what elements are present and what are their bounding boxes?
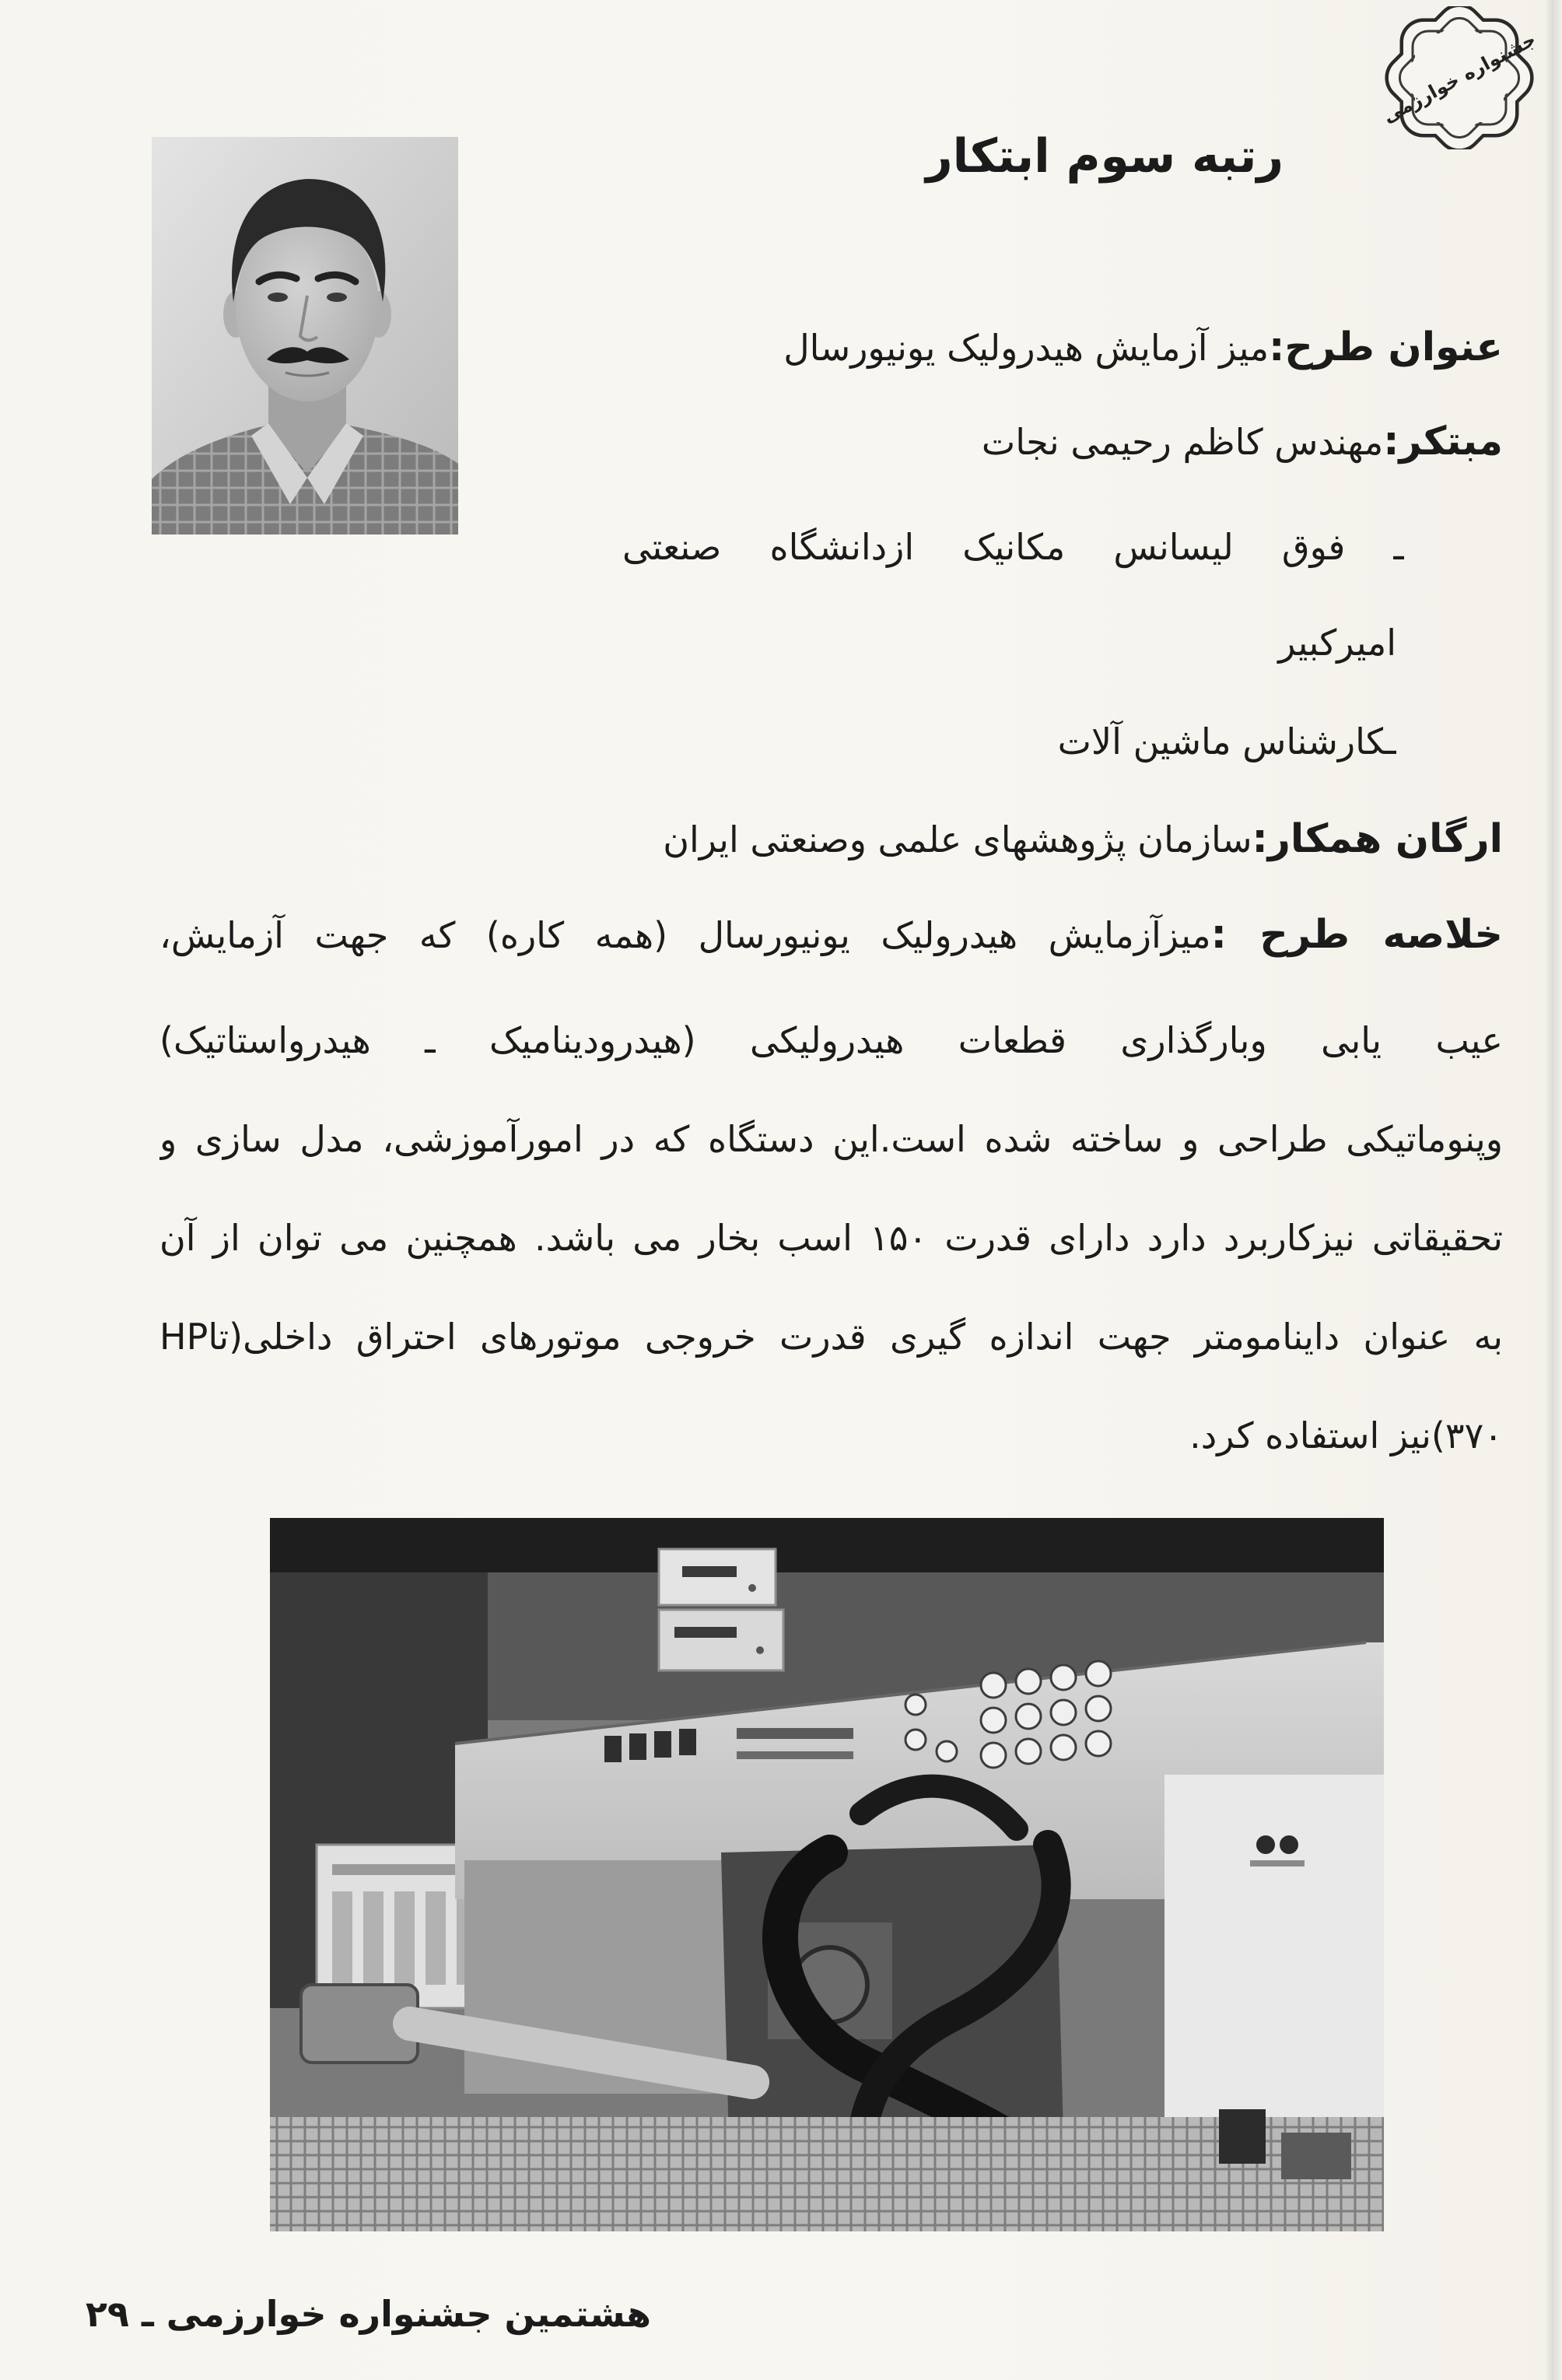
summary-line-1 (159, 906, 1503, 962)
project-title-line (492, 319, 1503, 375)
summary-text-1: میزآزمایش هیدرولیک یونیورسال (همه کاره) که جهت آزمایش، (159, 914, 1211, 956)
instrument-box-lower (659, 1610, 783, 1670)
credential-university: امیرکبیر (1278, 622, 1396, 664)
page-footer: هشتمین جشنواره خوارزمی ـ ۲۹ (85, 2293, 651, 2335)
summary-line-6: ۳۷۰)نیز استفاده کرد. (1189, 1414, 1503, 1456)
logo-calligraphy: جشنواره خوارزمی (1378, 28, 1540, 128)
summary-line-5: به عنوان داینامومتر جهت اندازه گیری قدرت خروجی موتورهای احتراق داخلی(تاHP (159, 1316, 1503, 1358)
festival-logo (1371, 6, 1548, 149)
project-title-value: میز آزمایش هیدرولیک یونیورسال (783, 327, 1270, 369)
machine-photo (270, 1518, 1384, 2231)
photo-ceiling-dark (270, 1518, 1384, 1572)
page-title: رتبه سوم ابتکار (926, 129, 1284, 184)
partner-label: ارگان همکار: (1252, 815, 1503, 861)
portrait-photo (152, 137, 458, 535)
summary-line-3: وپنوماتیکی طراحی و ساخته شده است.این دستگاه که در امورآموزشی، مدل سازی و (159, 1118, 1503, 1160)
summary-line-2: عیب یابی وبارگذاری قطعات هیدرولیکی (هیدرودینامیک ـ هیدرواستاتیک) (159, 1019, 1503, 1061)
portrait-eye-right (327, 293, 347, 302)
project-title-label: عنوان طرح: (1269, 324, 1503, 370)
summary-line-4: تحقیقاتی نیزکاربرد دارد دارای قدرت ۱۵۰ اسب بخار می باشد. همچنین می توان از آن (159, 1217, 1503, 1259)
summary-label: خلاصه طرح : (1210, 911, 1503, 957)
portrait-eye-left (268, 293, 288, 302)
credential-degree: ـ فوق لیسانس مکانیک ازدانشگاه صنعتی (622, 526, 1404, 568)
inventor-label: مبتکر: (1383, 418, 1503, 464)
floor-grating (270, 2117, 1384, 2231)
instrument-box-upper (659, 1549, 776, 1605)
inventor-line (492, 413, 1503, 469)
credential-expertise: ـکارشناس ماشین آلات (1057, 720, 1396, 762)
page-edge-shadow (1545, 0, 1562, 2380)
partner-line (180, 811, 1503, 867)
partner-value: سازمان پژوهشهای علمی وصنعتی ایران (663, 818, 1252, 861)
inventor-value: مهندس کاظم رحیمی نجات (981, 421, 1384, 463)
